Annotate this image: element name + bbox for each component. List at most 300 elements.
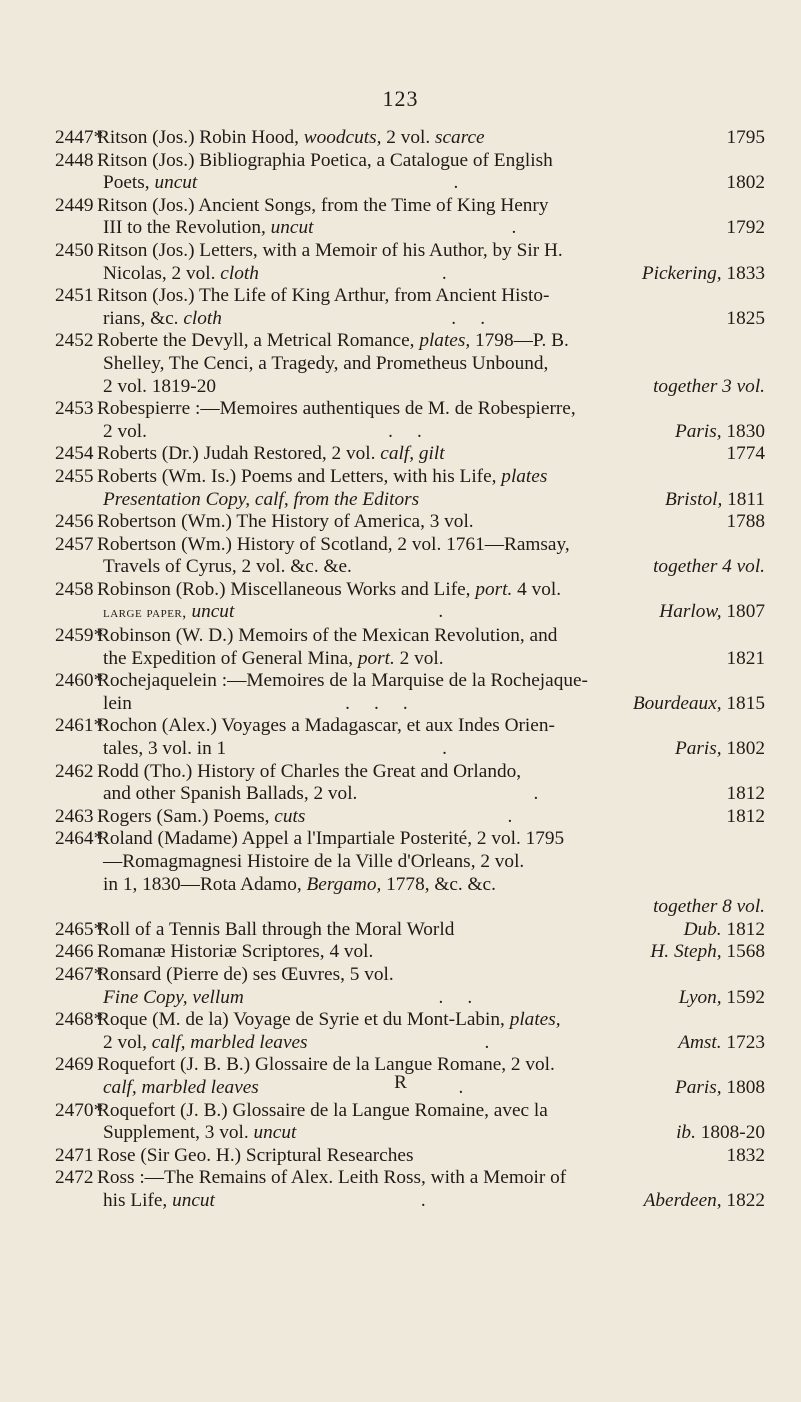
catalogue-entry: [55, 964, 765, 1009]
entry-text: [103, 217, 765, 240]
entry-left: [97, 1100, 548, 1123]
entry-description: III to the Revolution,: [103, 217, 271, 239]
entry-line: [55, 987, 765, 1010]
entry-text: [103, 648, 765, 671]
entry-description: Ritson (Jos.) Ancient Songs, from the Time of King Henry: [97, 194, 549, 216]
imprint-place: Paris,: [674, 738, 722, 760]
italic-note: plates,: [509, 1009, 561, 1031]
entry-left: [97, 919, 454, 942]
entry-description: tales, 3 vol. in 1: [103, 738, 227, 760]
entry-left: [97, 761, 521, 784]
entry-description: Ronsard (Pierre de) ses Œuvres, 5 vol.: [97, 963, 394, 985]
entry-text: [97, 1009, 765, 1032]
entry-left: [103, 851, 524, 874]
entry-imprint: [726, 1145, 765, 1168]
entry-line: [55, 648, 765, 671]
catalogue-entry: [55, 443, 765, 466]
imprint-place: Aberdeen,: [643, 1189, 722, 1211]
italic-note: uncut: [154, 172, 198, 194]
imprint-year: 1802: [726, 172, 765, 194]
entry-description-cont: 2 vol.: [394, 647, 444, 669]
entry-description: Robertson (Wm.) The History of America, 3 vol.: [97, 511, 474, 533]
entry-imprint: [726, 172, 765, 195]
imprint-place: Lyon,: [678, 986, 722, 1008]
entry-imprint: [659, 601, 765, 625]
catalogue-entry: [55, 1009, 765, 1054]
entry-line: [55, 715, 765, 738]
entry-description-cont: 4 vol.: [512, 578, 562, 600]
entry-text: [103, 172, 765, 195]
entry-text: [97, 828, 765, 851]
entry-imprint: [633, 693, 765, 716]
entry-line: [55, 738, 765, 761]
entry-left: [97, 1145, 413, 1168]
entry-imprint: [650, 941, 765, 964]
entry-text: [103, 489, 765, 512]
entry-line: [55, 308, 765, 331]
entry-left: [97, 1009, 561, 1032]
entry-left: [103, 1032, 308, 1055]
entry-line: [55, 534, 765, 557]
imprint-year: 1807: [721, 601, 765, 623]
entry-text: [97, 919, 765, 942]
catalogue-entry: [55, 466, 765, 511]
imprint-year: 1592: [721, 986, 765, 1008]
entry-description: Robespierre :—Memoires authentiques de M. de Robespierre,: [97, 398, 576, 420]
entry-line: [55, 828, 765, 851]
entry-description: Roberte the Devyll, a Metrical Romance,: [97, 330, 420, 352]
entry-line: [55, 398, 765, 421]
entry-line: [55, 1100, 765, 1123]
lot-number: 2457: [55, 533, 94, 555]
lot-number: 2463: [55, 805, 94, 827]
entry-text: [103, 421, 765, 444]
entry-text: [103, 556, 765, 579]
entry-text: [97, 1167, 765, 1190]
leader-dots: . . .: [345, 692, 408, 714]
lot-number: 2452: [55, 330, 94, 352]
entry-text: [97, 761, 765, 784]
leader-dots: .: [511, 217, 517, 239]
entry-text: [103, 1190, 765, 1213]
lot-number: 2450: [55, 239, 94, 261]
imprint-year: 1808: [721, 1076, 765, 1098]
catalogue-entry: [55, 240, 765, 285]
entry-line: [55, 285, 765, 308]
catalogue-entry: [55, 150, 765, 195]
imprint-year: 1812: [726, 805, 765, 827]
leader-dots: .: [507, 805, 513, 827]
leader-dots: .: [442, 738, 447, 760]
leader-dots: . .: [451, 307, 486, 329]
entry-description: Rogers (Sam.) Poems,: [97, 805, 275, 827]
entry-left: [97, 127, 485, 150]
entry-line: [55, 489, 765, 512]
entry-text: [97, 127, 765, 150]
entry-imprint: [678, 1032, 765, 1055]
entry-line: [55, 263, 765, 286]
imprint-place: Dub.: [683, 918, 722, 940]
entry-left: [97, 240, 563, 263]
entry-description: Poets,: [103, 172, 155, 194]
entry-text: [103, 1032, 765, 1055]
entry-imprint: [665, 489, 765, 512]
entry-description: the Expedition of General Mina,: [103, 647, 358, 669]
entry-description: Ritson (Jos.) Bibliographia Poetica, a Catalogue of English: [97, 149, 553, 171]
entry-line: [55, 1122, 765, 1145]
entry-description: rians, &c.: [103, 307, 184, 329]
entry-description: Roque (M. de la) Voyage de Syrie et du Mont-Labin,: [97, 1009, 510, 1031]
entry-description-cont: 2 vol.: [381, 127, 435, 148]
italic-note: uncut: [186, 601, 235, 623]
entry-left: [103, 1122, 296, 1145]
lot-number: 2456: [55, 511, 94, 533]
entry-left: [97, 828, 564, 851]
entry-imprint: [726, 217, 765, 240]
catalogue-entry: [55, 127, 765, 150]
italic-note: cloth: [220, 262, 259, 284]
entry-left: [97, 466, 547, 489]
entry-imprint: [726, 511, 765, 534]
italic-note: Presentation Copy, calf, from the Editors: [103, 488, 420, 510]
catalogue-entry: [55, 330, 765, 398]
entry-description: Roberts (Wm. Is.) Poems and Letters, with his Life,: [97, 465, 502, 487]
lot-number: 2467*: [55, 963, 104, 985]
imprint-year: 1811: [722, 488, 765, 510]
leader-dots: . .: [438, 986, 473, 1008]
catalogue-entry: [55, 761, 765, 806]
entry-imprint: [726, 783, 765, 806]
lot-number: 2454: [55, 443, 94, 465]
entry-line: [55, 1190, 765, 1213]
leader-dots: .: [453, 172, 459, 194]
entry-description: Nicolas, 2 vol.: [103, 262, 221, 284]
entry-description: Roll of a Tennis Ball through the Moral World: [97, 918, 455, 940]
entry-imprint: [653, 376, 765, 399]
imprint-year: 1832: [726, 1144, 765, 1166]
entry-line: [55, 240, 765, 263]
entry-description: Ritson (Jos.) Letters, with a Memoir of his Author, by Sir H.: [97, 239, 563, 261]
entry-description: Supplement, 3 vol.: [103, 1122, 254, 1144]
entry-text: [103, 783, 765, 806]
entry-line: [55, 330, 765, 353]
leader-dots: .: [458, 1076, 464, 1098]
entry-left: [103, 376, 216, 399]
entry-line: [55, 625, 765, 648]
entry-line: [55, 601, 765, 625]
entry-left: [97, 398, 576, 421]
entry-line: [55, 421, 765, 444]
entry-text: [103, 874, 765, 897]
lot-number: 2464*: [55, 828, 104, 850]
imprint-place: Paris,: [674, 420, 722, 442]
entry-left: [103, 556, 352, 579]
italic-note: cloth: [183, 307, 222, 329]
imprint-place: together 8 vol.: [653, 896, 765, 918]
catalogue-entry: [55, 285, 765, 330]
entry-description: his Life,: [103, 1189, 173, 1211]
entry-text: [97, 195, 765, 218]
leader-dots: .: [441, 262, 447, 284]
entry-text: [103, 693, 765, 716]
entry-imprint: [644, 1190, 765, 1213]
entry-text: [103, 987, 765, 1010]
catalogue-entry: [55, 398, 765, 443]
entry-line: [55, 806, 765, 829]
imprint-year: 1808-20: [695, 1122, 765, 1144]
italic-note: uncut: [270, 217, 314, 239]
entry-left: [97, 330, 569, 353]
imprint-year: 1802: [721, 738, 765, 760]
catchword: R: [394, 1072, 407, 1093]
entry-text: [103, 376, 765, 399]
entry-left: [103, 874, 496, 897]
lot-number: 2461*: [55, 715, 104, 737]
entry-description: Robinson (Rob.) Miscellaneous Works and Life,: [97, 578, 476, 600]
entry-imprint: [726, 806, 765, 829]
entry-left: [103, 172, 197, 195]
entry-text: [103, 601, 765, 625]
entry-left: [103, 217, 313, 240]
entry-left: [97, 1167, 566, 1190]
entry-imprint: [676, 1122, 765, 1145]
entry-line: [55, 556, 765, 579]
entry-imprint: [653, 896, 765, 919]
entry-text: [97, 330, 765, 353]
catalogue-entry: [55, 1100, 765, 1145]
lot-number: 2458: [55, 578, 94, 600]
entry-line: [55, 217, 765, 240]
lot-number: 2451: [55, 285, 94, 307]
entry-line: [55, 783, 765, 806]
entry-imprint: [642, 263, 765, 286]
entry-description: Rochejaquelein :—Memoires de la Marquise de la Rochejaque-: [97, 670, 588, 692]
imprint-year: 1822: [721, 1189, 765, 1211]
entry-text: [97, 806, 765, 829]
entry-description: Ritson (Jos.) Robin Hood,: [97, 127, 304, 148]
lot-number: 2466: [55, 941, 94, 963]
entry-description: Robinson (W. D.) Memoirs of the Mexican Revolution, and: [97, 625, 558, 647]
imprint-year: 1833: [721, 262, 765, 284]
imprint-year: 1774: [726, 443, 765, 465]
italic-note: calf, marbled leaves: [103, 1076, 259, 1098]
entry-text: [97, 466, 765, 489]
imprint-place: Pickering,: [641, 262, 722, 284]
entry-line: [55, 1032, 765, 1055]
lot-number: 2448: [55, 149, 94, 171]
italic-note: uncut: [172, 1189, 215, 1211]
catalogue-entry: [55, 806, 765, 829]
entry-text: [97, 511, 765, 534]
entry-imprint: [675, 421, 765, 444]
italic-note: woodcuts,: [303, 127, 382, 148]
entry-line: [55, 1167, 765, 1190]
entry-left: [103, 987, 244, 1010]
entry-text: [97, 964, 765, 987]
entry-description-cont: 1798—P. B.: [470, 330, 569, 352]
imprint-year: 1568: [721, 941, 765, 963]
italic-note: calf, gilt: [380, 443, 445, 465]
entry-text: [97, 715, 765, 738]
lot-number: 2469: [55, 1054, 94, 1076]
entry-line: [55, 693, 765, 716]
entry-line: [55, 670, 765, 693]
entry-line: [55, 851, 765, 874]
entry-description: 2 vol.: [103, 420, 147, 442]
entry-line: [55, 919, 765, 942]
entry-description: lein: [103, 692, 132, 714]
lot-number: 2453: [55, 398, 94, 420]
entry-text: [103, 896, 765, 919]
imprint-year: 1812: [726, 783, 765, 805]
catalogue-entry: [55, 1167, 765, 1212]
lot-number: 2468*: [55, 1009, 104, 1031]
catalogue-entry: [55, 511, 765, 534]
imprint-place: H. Steph,: [650, 941, 722, 963]
entry-text: [97, 285, 765, 308]
italic-note: Fine Copy, vellum: [103, 986, 244, 1008]
entry-line: [55, 466, 765, 489]
entry-description: Roquefort (J. B.) Glossaire de la Langue Romaine, avec la: [97, 1099, 548, 1121]
entry-left: [97, 625, 557, 648]
entry-imprint: [675, 738, 765, 761]
lot-number: 2447*: [55, 127, 104, 148]
entry-description: Ritson (Jos.) The Life of King Arthur, from Ancient Histo-: [97, 285, 550, 307]
imprint-year: 1795: [726, 127, 765, 148]
entry-imprint: [653, 556, 765, 579]
catalogue-entry: [55, 919, 765, 942]
entry-text: [103, 308, 765, 331]
entry-text: [97, 398, 765, 421]
imprint-place: Amst.: [678, 1031, 722, 1053]
entry-left: [97, 806, 305, 829]
entry-imprint: [726, 308, 765, 331]
entry-description: and other Spanish Ballads, 2 vol.: [103, 783, 358, 805]
imprint-place: together 3 vol.: [653, 375, 765, 397]
leader-dots: .: [533, 783, 539, 805]
entry-line: [55, 150, 765, 173]
leader-dots: . .: [388, 420, 422, 442]
italic-note: plates: [501, 465, 548, 487]
imprint-year: 1788: [726, 511, 765, 533]
entry-left: [103, 648, 444, 671]
entry-description: Robertson (Wm.) History of Scotland, 2 vol. 1761—Ramsay,: [97, 533, 570, 555]
entry-description: Roland (Madame) Appel a l'Impartiale Posterité, 2 vol. 1795: [97, 828, 565, 850]
entry-text: [97, 941, 765, 964]
entry-line: [55, 896, 765, 919]
lot-number: 2455: [55, 465, 94, 487]
entry-left: [97, 534, 570, 557]
entry-text: [103, 851, 765, 874]
entry-description: in 1, 1830—Rota Adamo,: [103, 873, 307, 895]
entry-left: [97, 150, 553, 173]
italic-note: Bergamo,: [306, 873, 382, 895]
imprint-place: together 4 vol.: [653, 556, 765, 578]
entry-description-cont: 1778, &c. &c.: [381, 873, 496, 895]
entry-text: [97, 1145, 765, 1168]
entry-imprint: [726, 443, 765, 466]
imprint-year: 1830: [721, 420, 765, 442]
entry-left: [97, 285, 549, 308]
entry-left: [103, 1190, 215, 1213]
entry-text: [97, 579, 765, 602]
entry-description: 2 vol,: [103, 1031, 152, 1053]
italic-note: plates,: [419, 330, 471, 352]
entry-line: [55, 1145, 765, 1168]
entry-text: [103, 1122, 765, 1145]
entry-line: [55, 511, 765, 534]
entry-left: [97, 715, 555, 738]
entry-text: [97, 625, 765, 648]
entry-imprint: [679, 987, 765, 1010]
entry-description: Ross :—The Remains of Alex. Leith Ross, with a Memoir of: [97, 1167, 567, 1189]
entry-line: [55, 964, 765, 987]
entry-line: [55, 376, 765, 399]
imprint-year: 1812: [721, 918, 765, 940]
entry-description: Shelley, The Cenci, a Tragedy, and Prometheus Unbound,: [103, 352, 549, 374]
entry-left: [97, 964, 394, 987]
lot-number: 2465*: [55, 918, 104, 940]
entry-line: [55, 874, 765, 897]
entry-description: Roberts (Dr.) Judah Restored, 2 vol.: [97, 443, 381, 465]
entry-imprint: [684, 919, 765, 942]
entry-description: Rose (Sir Geo. H.) Scriptural Researches: [97, 1144, 414, 1166]
entry-line: [55, 172, 765, 195]
imprint-year: 1792: [726, 217, 765, 239]
entry-text: [97, 670, 765, 693]
lot-number: 2459*: [55, 625, 104, 647]
entry-text: [97, 1100, 765, 1123]
entry-text: [103, 353, 765, 376]
entry-left: [103, 601, 234, 625]
entry-line: [55, 353, 765, 376]
entry-description: Rochon (Alex.) Voyages a Madagascar, et aux Indes Orien-: [97, 715, 555, 737]
entry-left: [97, 195, 549, 218]
leader-dots: .: [420, 1189, 426, 1211]
italic-note: uncut: [253, 1122, 297, 1144]
entry-description: Romanæ Historiæ Scriptores, 4 vol.: [97, 941, 374, 963]
entry-line: [55, 761, 765, 784]
catalogue-entry: [55, 828, 765, 918]
catalogue-entry: [55, 579, 765, 625]
catalogue-entry: [55, 195, 765, 240]
imprint-year: 1825: [726, 307, 765, 329]
catalogue-entry: [55, 534, 765, 579]
imprint-place: Bristol,: [665, 488, 723, 510]
imprint-year: 1821: [726, 647, 765, 669]
imprint-year: 1723: [721, 1031, 765, 1053]
catalogue-entry: [55, 670, 765, 715]
italic-note: calf, marbled leaves: [151, 1031, 308, 1053]
entry-text: [97, 240, 765, 263]
catalogue-entry: [55, 941, 765, 964]
page-number: 123: [382, 86, 419, 111]
catalogue-entries: [55, 127, 765, 1213]
entry-text: [103, 263, 765, 286]
entry-line: [55, 1009, 765, 1032]
entry-text: [103, 738, 765, 761]
italic-note: scarce: [435, 127, 485, 148]
entry-description: Roquefort (J. B. B.) Glossaire de la Langue Romane, 2 vol.: [97, 1054, 555, 1076]
entry-text: [97, 443, 765, 466]
entry-left: [103, 783, 357, 806]
small-caps-text: large paper,: [103, 604, 187, 622]
italic-note: port.: [475, 578, 513, 600]
entry-description: Travels of Cyrus, 2 vol. &c. &e.: [103, 556, 352, 578]
entry-left: [103, 738, 226, 761]
catalogue-entry: [55, 715, 765, 760]
lot-number: 2470*: [55, 1099, 104, 1121]
